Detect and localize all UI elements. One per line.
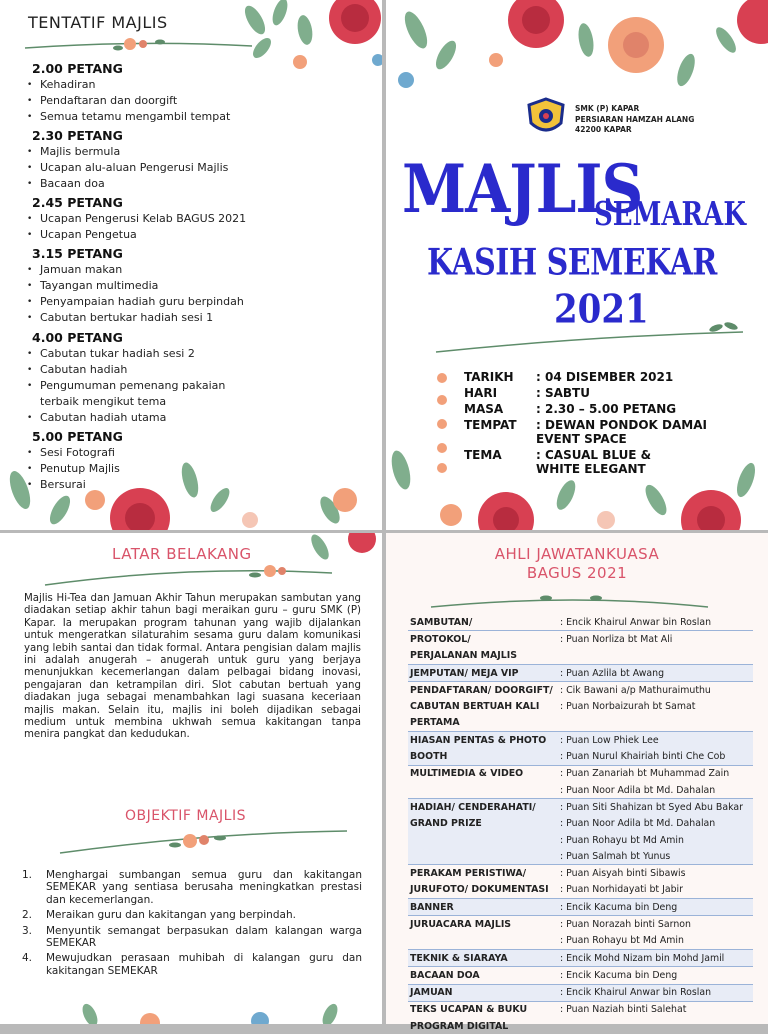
objektif-number: 4.	[22, 952, 33, 965]
tentatif-panel	[0, 0, 382, 530]
latar-text: Majlis Hi-Tea dan Jamuan Akhir Tahun merupakan sambutan yang diadakan setiap akhir tahun bagi meraikan guru – guru SMK (P) Kapar. Ia merupakan program tahunan yang wajib dijalankan untuk mengeratkan silaturahim sesama guru dalam komunikasi yang lebih santai dan tidak formal. Antara pengisian dalam majlis ini adalah anugerah – anugerah untuk guru yang berjaya menunjukkan kecemerlangan dalam pelbagai bidang inovasi, pengajaran dan ketrampilan diri. Slot cabutan bertuah yang diadakan juga sebagai menambahkan lagi suasana keceriaan majlis makan. Selain itu, majlis ini boleh dijadikan sebagai medium untuk membina ukhwah semua kakitangan tanpa menira pangkat dan kedudukan.	[24, 593, 361, 741]
role-cell: CABUTAN BERTUAH KALI	[410, 701, 540, 713]
objektif-list	[22, 869, 362, 980]
member-cell: : Encik Mohd Nizam bin Mohd Jamil	[558, 949, 753, 966]
table-row	[408, 899, 753, 916]
objektif-text: Meraikan guru dan kakitangan yang berpindah.	[46, 909, 296, 922]
slot-item: • Cabutan hadiah utama	[40, 410, 370, 426]
objektif-number: 1.	[22, 869, 33, 881]
objektif-text: Mewujudkan perasaan muhibah di kalangan guru dan kakitangan SEMEKAR	[46, 952, 362, 977]
table-row	[408, 865, 753, 882]
objektif-item	[22, 869, 362, 906]
detail-label: HARI	[464, 386, 498, 400]
title-semarak: SEMARAK	[594, 196, 746, 234]
role-cell: MULTIMEDIA & VIDEO	[410, 768, 524, 780]
detail-row	[464, 370, 726, 384]
role-cell: PROTOKOL/	[410, 633, 471, 645]
ajk-heading-line2: BAGUS 2021	[526, 564, 628, 582]
detail-value: : DEWAN PONDOK DAMAI EVENT SPACE	[536, 418, 707, 446]
table-row	[408, 832, 753, 848]
role-cell: PERTAMA	[408, 715, 558, 732]
heading-divider	[426, 585, 716, 615]
slot-item: • Kehadiran	[40, 77, 370, 93]
slot-time: 4.00 PETANG	[32, 330, 123, 345]
slot-item: • Penyampaian hadiah guru berpindah	[40, 294, 370, 310]
slot-item: • Cabutan bertukar hadiah sesi 1	[40, 310, 370, 326]
member-cell: : Puan Siti Shahizan bt Syed Abu Bakar	[558, 799, 753, 816]
role-cell: SAMBUTAN/	[408, 614, 558, 631]
floral-decoration-top	[300, 533, 382, 583]
table-row	[408, 748, 753, 765]
detail-label: MASA	[464, 402, 504, 416]
role-cell: TEKNIK & SIARAYA	[408, 949, 558, 966]
title-divider	[431, 318, 751, 358]
floral-decoration-bottom	[0, 440, 382, 530]
table-row	[408, 1018, 753, 1034]
latar-heading: LATAR BELAKANG	[112, 545, 252, 563]
heading-divider	[40, 559, 340, 593]
role-cell: PROGRAM DIGITAL	[410, 1020, 509, 1032]
role-cell	[408, 782, 558, 799]
slot-item: • Ucapan Pengerusi Kelab BAGUS 2021	[40, 211, 370, 227]
slot-time: 3.15 PETANG	[32, 246, 123, 261]
role-cell: BANNER	[408, 899, 558, 916]
member-cell	[558, 648, 753, 665]
table-row	[408, 782, 753, 799]
member-cell	[558, 1018, 753, 1034]
member-cell: : Encik Khairul Anwar bin Roslan	[558, 614, 753, 631]
member-cell: : Encik Khairul Anwar bin Roslan	[558, 984, 753, 1001]
member-cell: : Puan Noor Adila bt Md. Dahalan	[558, 816, 753, 832]
floral-decoration-bottom	[0, 995, 382, 1024]
table-row	[408, 984, 753, 1001]
role-cell: HIASAN PENTAS & PHOTO	[408, 732, 558, 749]
member-cell: : Cik Bawani a/p Mathuraimuthu	[560, 684, 711, 696]
schedule-slot	[20, 61, 370, 125]
member-cell: : Puan Rohayu bt Md Amin	[558, 832, 753, 848]
table-row	[408, 664, 753, 681]
committee-table	[408, 614, 753, 1034]
role-cell	[408, 848, 558, 865]
role-cell: GRAND PRIZE	[408, 816, 558, 832]
objektif-text: Menghargai sumbangan semua guru dan kakitangan SEMEKAR yang sentiasa berusaha meningkatkan prestasi dan kecemerlangan.	[46, 869, 362, 906]
objektif-number: 2.	[22, 909, 33, 922]
table-row	[408, 949, 753, 966]
member-cell: : Puan Naziah binti Salehat	[560, 1004, 687, 1016]
member-cell: : Puan Zanariah bt Muhammad Zain	[560, 768, 730, 780]
table-row	[408, 799, 753, 816]
objektif-item	[22, 925, 362, 950]
member-cell: : Puan Salmah bt Yunus	[558, 848, 753, 865]
objektif-item	[22, 952, 362, 977]
school-name: SMK (P) KAPAR	[575, 104, 640, 113]
background-panel	[0, 533, 382, 1024]
table-row	[408, 715, 753, 732]
table-row	[408, 916, 753, 933]
role-cell: PERAKAM PERISTIWA/	[410, 868, 527, 880]
role-cell: JURUACARA MAJLIS	[410, 918, 512, 930]
slot-item: • Semua tetamu mengambil tempat	[40, 109, 370, 125]
role-cell	[408, 832, 558, 848]
school-postcode: 42200 KAPAR	[575, 125, 632, 134]
slot-item: • Cabutan hadiah	[40, 362, 370, 378]
role-cell: JURUFOTO/ DOKUMENTASI	[408, 882, 558, 899]
table-row	[408, 816, 753, 832]
role-cell: TEKS UCAPAN & BUKU	[410, 1004, 528, 1016]
table-row	[408, 882, 753, 899]
member-cell: : Puan Norbaizurah bt Samat	[560, 701, 696, 713]
slot-item: • Jamuan makan	[40, 262, 370, 278]
table-row	[408, 933, 753, 950]
slot-item: • Bacaan doa	[40, 176, 370, 192]
table-row	[408, 614, 753, 631]
member-cell: : Puan Norazah binti Sarnon	[560, 918, 691, 930]
school-street: PERSIARAN HAMZAH ALANG	[575, 114, 695, 124]
heading-divider	[20, 30, 260, 60]
member-cell: : Puan Norliza bt Mat Ali	[560, 633, 673, 645]
objektif-item	[22, 909, 362, 921]
table-row	[408, 682, 753, 699]
title-kasih-semekar: KASIH SEMEKAR	[427, 242, 717, 284]
table-row	[408, 631, 753, 648]
table-row	[408, 1001, 753, 1018]
member-cell: : Puan Low Phiek Lee	[558, 732, 753, 749]
member-cell	[558, 715, 753, 732]
detail-row	[464, 402, 726, 416]
table-row	[408, 848, 753, 865]
role-cell: BOOTH	[408, 748, 558, 765]
table-row	[408, 765, 753, 782]
heading-divider	[55, 823, 355, 863]
member-cell: : Puan Norhidayati bt Jabir	[558, 882, 753, 899]
member-cell: : Puan Noor Adila bt Md. Dahalan	[558, 782, 753, 799]
role-cell: JAMUAN	[408, 984, 558, 1001]
detail-label: TEMPAT	[464, 418, 517, 432]
role-cell: PERJALANAN MAJLIS	[408, 648, 558, 665]
slot-item: • Penutup Majlis	[40, 461, 370, 477]
ajk-heading	[386, 545, 768, 583]
detail-value: : 04 DISEMBER 2021	[536, 370, 674, 384]
schedule-slot	[20, 330, 370, 426]
member-cell: : Encik Kacuma bin Deng	[558, 899, 753, 916]
slot-time: 2.00 PETANG	[32, 61, 123, 76]
detail-value: : SABTU	[536, 386, 590, 400]
title-year: 2021	[554, 287, 649, 333]
detail-value: : CASUAL BLUE & WHITE ELEGANT	[536, 448, 652, 476]
tentatif-heading: TENTATIF MAJLIS	[28, 13, 168, 32]
member-cell: : Puan Rohayu bt Md Amin	[558, 933, 753, 950]
role-cell: HADIAH/ CENDERAHATI/	[408, 799, 558, 816]
detail-label: TARIKH	[464, 370, 514, 384]
table-row	[408, 732, 753, 749]
role-cell: JEMPUTAN/ MEJA VIP	[408, 664, 558, 681]
objektif-text: Menyuntik semangat berpasukan dalam kalangan warga SEMEKAR	[46, 924, 362, 950]
detail-value: : 2.30 – 5.00 PETANG	[536, 402, 677, 416]
slot-item: • Ucapan Pengetua	[40, 227, 370, 243]
role-cell	[408, 933, 558, 950]
slot-time: 2.30 PETANG	[32, 128, 123, 143]
slot-time: 5.00 PETANG	[32, 429, 123, 444]
objektif-number: 3.	[22, 924, 33, 937]
school-logo	[526, 97, 566, 139]
slot-item: • Tayangan multimedia	[40, 278, 370, 294]
ajk-heading-line1: AHLI JAWATANKUASA	[494, 545, 660, 563]
detail-row	[464, 386, 726, 400]
floral-decoration-top	[386, 0, 768, 120]
slot-item: • Sesi Fotografi	[40, 445, 370, 461]
schedule-slot	[20, 195, 370, 243]
cover-panel	[386, 0, 768, 530]
slot-time: 2.45 PETANG	[32, 195, 123, 210]
member-cell: : Puan Nurul Khairiah binti Che Cob	[558, 748, 753, 765]
table-row	[408, 698, 753, 714]
table-row	[408, 967, 753, 984]
role-cell: BACAAN DOA	[408, 967, 558, 984]
slot-item: • Pengumuman pemenang pakaian terbaik mengikut tema	[40, 378, 240, 410]
slot-item: • Bersurai	[40, 477, 370, 493]
title-majlis: MAJLIS	[402, 150, 643, 229]
school-address	[575, 104, 694, 136]
objektif-heading: OBJEKTIF MAJLIS	[125, 808, 246, 824]
schedule-slot	[20, 128, 370, 192]
member-cell: : Puan Aisyah binti Sibawis	[560, 868, 686, 880]
slot-item: • Majlis bermula	[40, 144, 370, 160]
schedule-slot	[20, 246, 370, 326]
member-cell: : Puan Azlila bt Awang	[558, 664, 753, 681]
schedule-list	[20, 58, 370, 493]
slot-item: • Ucapan alu-aluan Pengerusi Majlis	[40, 160, 370, 176]
role-cell: PENDAFTARAN/ DOORGIFT/	[410, 684, 553, 696]
floral-decoration-bottom	[386, 440, 768, 530]
member-cell: : Encik Kacuma bin Deng	[558, 967, 753, 984]
slot-item: • Pendaftaran dan doorgift	[40, 93, 370, 109]
table-row	[408, 648, 753, 665]
detail-label: TEMA	[464, 448, 502, 462]
slot-item: • Cabutan tukar hadiah sesi 2	[40, 346, 370, 362]
